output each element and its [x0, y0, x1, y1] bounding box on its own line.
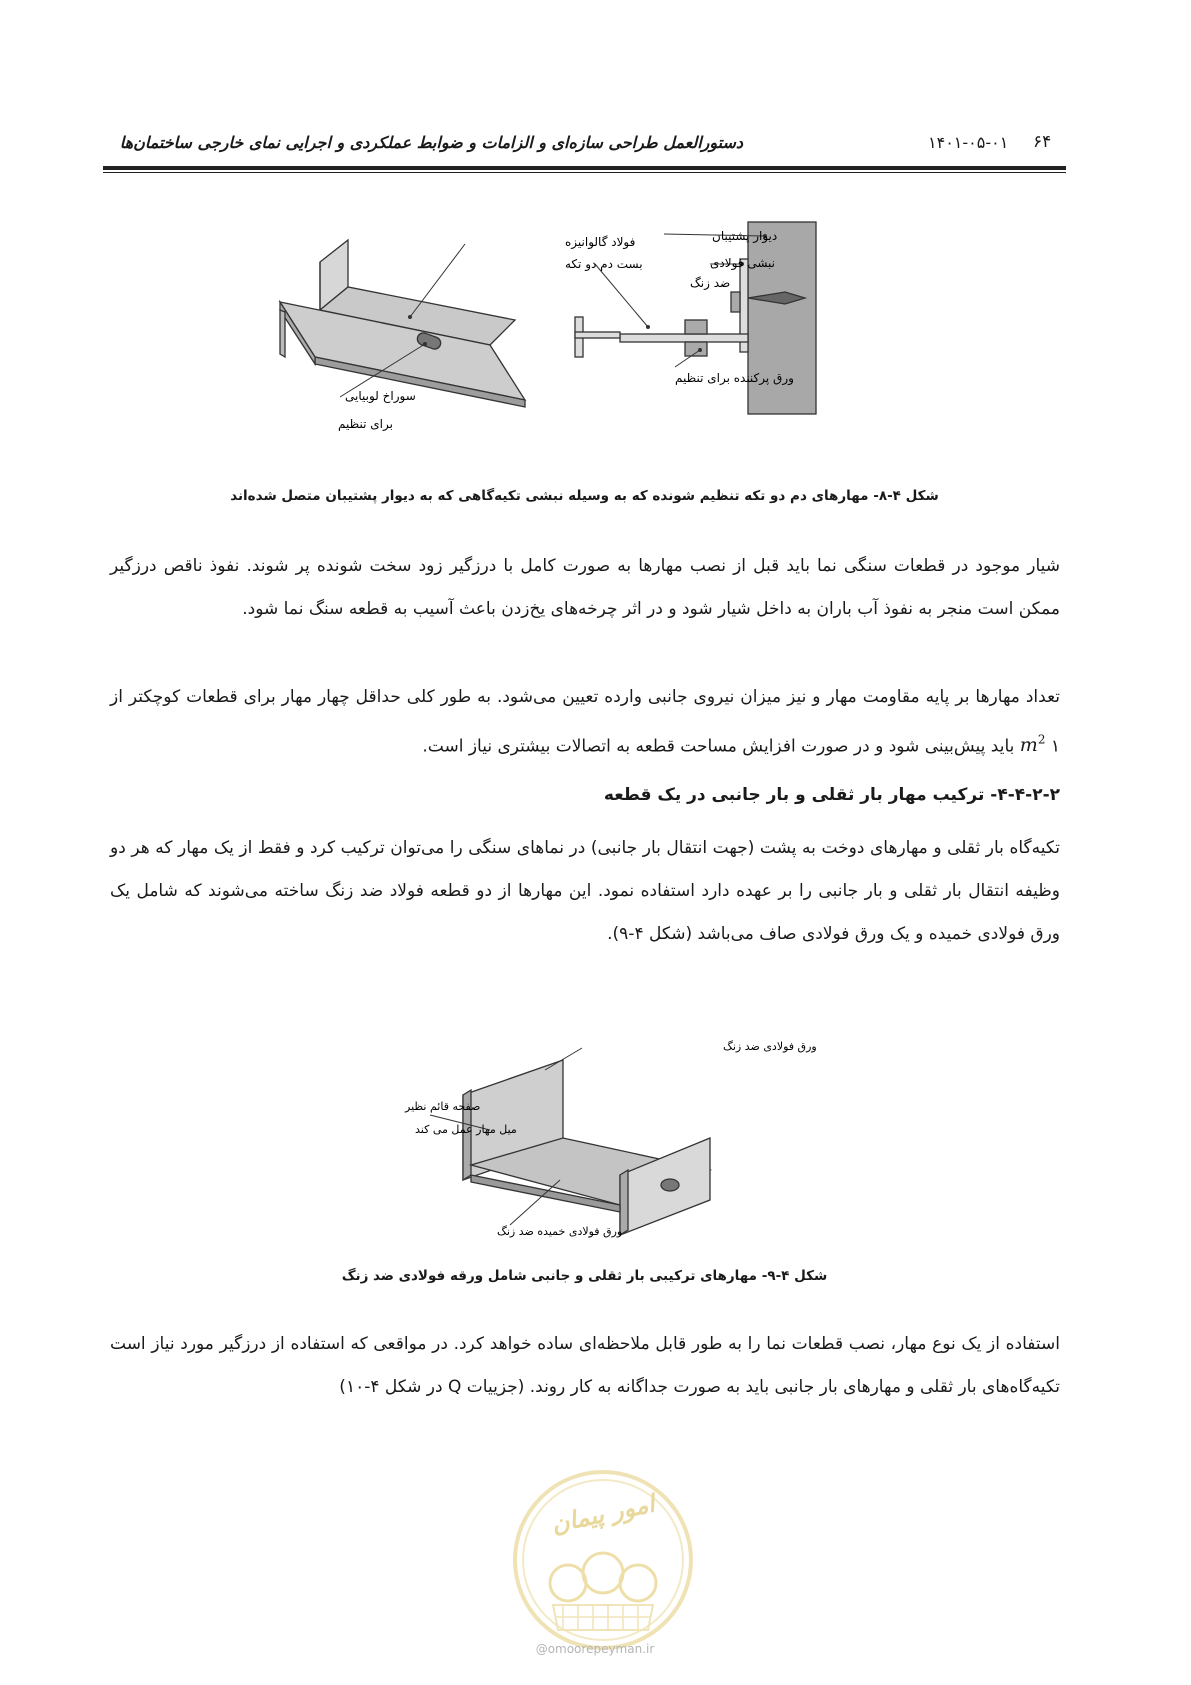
- header-title: دستورالعمل طراحی سازه‌ای و الزامات و ضوابط عملکردی و اجرایی نمای خارجی ساختمان‌ها: [119, 133, 743, 152]
- label-stainless-angle-2: ضد زنگ: [690, 276, 731, 290]
- figure-8: [280, 222, 900, 472]
- label-stainless-plate: ورق فولادی ضد زنگ: [723, 1040, 817, 1053]
- label-counterpart: صفحه قائم نظیر: [405, 1100, 481, 1113]
- figure-9: [330, 1030, 817, 1250]
- label-counterpart-2: میل مهار عمل می کند: [415, 1123, 517, 1136]
- label-two-piece-clamp: بست دم دو تکه: [565, 257, 643, 271]
- paragraph-1: [110, 545, 1060, 631]
- unit-m2: $m^2$: [1019, 733, 1046, 757]
- watermark-logo-text: امور پیمان: [548, 1489, 658, 1539]
- paragraph-2: [110, 676, 1060, 768]
- paragraph-4-text: استفاده از یک نوع مهار، نصب قطعات نما را به طور قابل ملاحظه‌ای ساده خواهد کرد. در مواقعی که استفاده از درزگیر مورد نیاز است تکیه‌گاه‌های بار ثقلی و مهارهای بار جانبی باید به صورت جداگانه به کار روند. (جزییات Q در شکل ۴-۱۰): [110, 1334, 1060, 1397]
- two-piece-clamp-drawing: [280, 240, 525, 407]
- label-galvanized-steel: فولاد گالوانیزه: [565, 235, 636, 249]
- label-backing-wall: دیوار پشتیبان: [712, 229, 778, 243]
- paragraph-3: [110, 827, 1060, 956]
- paragraph-1-text: شیار موجود در قطعات سنگی نما باید قبل از نصب مهارها به صورت کامل با درزگیر زود سخت شونده پر شوند. نفوذ ناقص درزگیر ممکن است منجر به نفوذ آب باران به داخل شیار شود و در اثر چرخه‌های یخ‌زدن باعث آسیب به قطعه سنگ نما شود.: [110, 556, 1060, 619]
- header-date: ۱۴۰۱-۰۵-۰۱: [928, 133, 1009, 152]
- label-slotted-hole-2: برای تنظیم: [338, 417, 393, 431]
- header-rule: [103, 166, 1066, 170]
- paragraph-2-after: باید پیش‌بینی شود و در صورت افزایش مساحت قطعه به اتصالات بیشتری نیاز است.: [422, 736, 1020, 757]
- label-slotted-hole: سوراخ لوبیایی: [345, 389, 416, 403]
- page-header: [103, 128, 1063, 168]
- paragraph-4: [110, 1323, 1060, 1409]
- label-bent-plate: ورق فولادی خمیده ضد زنگ: [497, 1225, 623, 1238]
- page-number: ۶۴: [1033, 132, 1052, 152]
- label-stainless-angle: نبشی فولادی: [710, 256, 775, 270]
- angle-bracket-drawing: [575, 222, 816, 414]
- watermark-logo: [508, 1465, 698, 1659]
- watermark-url: @omoorepeyman.ir: [535, 1642, 655, 1656]
- header-rule-thin: [103, 172, 1066, 173]
- paragraph-2-before: تعداد مهارها بر پایه مقاومت مهار و نیز میزان نیروی جانبی وارده تعیین می‌شود. به طور کلی حداقل چهار مهار برای قطعات کوچکتر از ۱: [110, 687, 1060, 757]
- section-heading: ۴-۴-۲-۲- ترکیب مهار بار ثقلی و بار جانبی در یک قطعه: [603, 785, 1060, 805]
- combined-anchor-drawing: [463, 1060, 710, 1235]
- figure-8-caption: شکل ۴-۸- مهارهای دم دو تکه تنظیم شونده که به وسیله نبشی تکیه‌گاهی که به دیوار پشتیبان متصل شده‌اند: [230, 488, 939, 504]
- paragraph-3-text: تکیه‌گاه بار ثقلی و مهارهای دوخت به پشت (جهت انتقال بار جانبی) در نماهای سنگی را می‌توان ترکیب کرد و فقط از یک مهار که هر دو وظیفه انتقال بار ثقلی و بار جانبی را بر عهده دارد استفاده نمود. این مهارها از دو قطعه فولاد ضد زنگ ساخته می‌شوند که شامل یک ورق فولادی خمیده و یک ورق فولادی صاف می‌باشد (شکل ۴-۹).: [110, 838, 1060, 944]
- paragraph-2-text: [110, 676, 1060, 768]
- label-filler-plate: ورق پرکننده برای تنظیم: [675, 371, 794, 385]
- figure-9-caption: شکل ۴-۹- مهارهای ترکیبی بار ثقلی و جانبی شامل ورقه فولادی ضد زنگ: [341, 1268, 828, 1284]
